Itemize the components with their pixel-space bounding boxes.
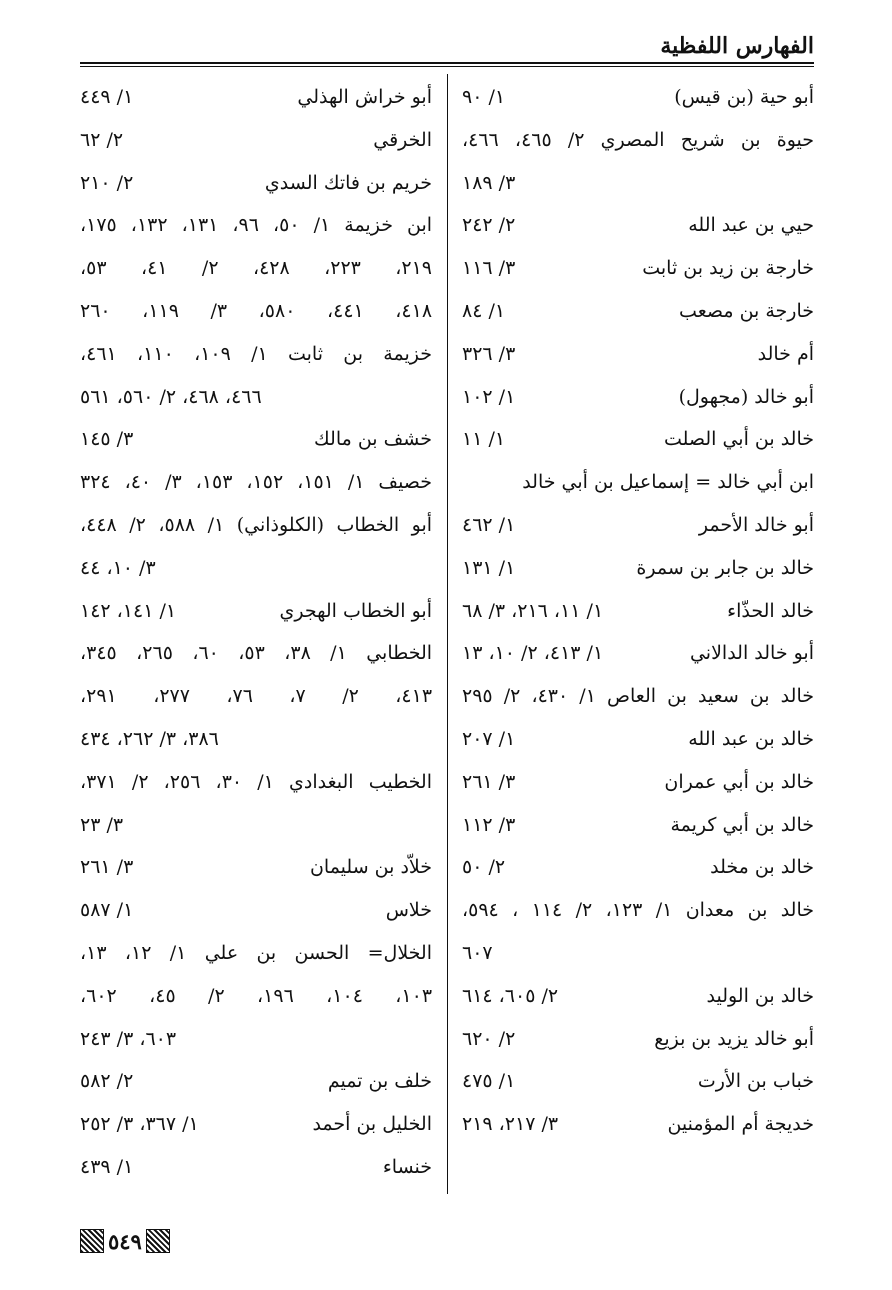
index-entry — [80, 804, 432, 847]
index-entry — [462, 333, 814, 376]
entry-references: ٢/ ٥٨٢ — [80, 1070, 134, 1093]
entry-name: خالد بن أبي الصلت — [663, 428, 814, 451]
ornament-icon — [80, 1229, 104, 1253]
entry-references: ٢/ ٦٠٥، ٦١٤ — [462, 984, 559, 1007]
index-entry — [80, 1060, 432, 1103]
index-entry — [462, 761, 814, 804]
entry-name: خالد بن جابر بن سمرة — [636, 556, 814, 579]
index-entry — [80, 76, 432, 119]
index-entry — [462, 504, 814, 547]
header-rule — [80, 62, 814, 64]
entry-name: حيي بن عبد الله — [688, 214, 814, 237]
entry-references: ٢/ ٥٠ — [462, 856, 506, 879]
entry-name: خباب بن الأرت — [697, 1070, 814, 1093]
entry-name: أبو خراش الهذلي — [297, 86, 432, 108]
entry-text: أبو الخطاب (الكلوذاني) ١/ ٥٨٨، ٢/ ٤٤٨، — [80, 513, 432, 536]
entry-references: ١/ ٤٣٩ — [80, 1155, 134, 1178]
entry-references: ٢/ ٢٤٢ — [462, 214, 516, 237]
entry-text: خصيف ١/ ١٥١، ١٥٢، ١٥٣، ٣/ ٤٠، ٣٢٤ — [80, 471, 432, 494]
index-entry — [462, 418, 814, 461]
index-entry — [80, 675, 432, 718]
entry-name: خالد بن الوليد — [706, 984, 814, 1007]
entry-references: ١/ ١٣١ — [462, 556, 516, 579]
column-divider — [447, 74, 448, 1194]
index-entry — [80, 590, 432, 633]
entry-text: ١٠٣، ١٠٤، ١٩٦، ٢/ ٤٥، ٦٠٢، — [80, 984, 432, 1007]
page-number-text: ٥٤٩ — [108, 1228, 142, 1254]
index-entry — [462, 1103, 814, 1146]
index-entry — [80, 761, 432, 804]
entry-references: ٢/ ٢١٠ — [80, 171, 134, 194]
index-entry — [462, 632, 814, 675]
index-entry — [80, 376, 432, 419]
entry-references: ١/ ٨٤ — [462, 299, 506, 322]
entry-text: ابن خزيمة ١/ ٥٠، ٩٦، ١٣١، ١٣٢، ١٧٥، — [80, 214, 432, 237]
index-entry — [462, 1018, 814, 1061]
entry-continuation: ٣/ ١٠، ٤٤ — [80, 556, 156, 579]
index-entry — [462, 804, 814, 847]
entry-name: خلاس — [385, 899, 432, 922]
index-entry — [80, 461, 432, 504]
entry-name: خنساء — [382, 1155, 432, 1178]
index-entry — [462, 119, 814, 162]
entry-text: ٢١٩، ٢٢٣، ٤٢٨، ٢/ ٤١، ٥٣، — [80, 257, 432, 280]
entry-text: خالد بن سعيد بن العاص ١/ ٤٣٠، ٢/ ٢٩٥ — [462, 685, 814, 708]
entry-text: خزيمة بن ثابت ١/ ١٠٩، ١١٠، ٤٦١، — [80, 342, 432, 365]
entry-text: الخطابي ١/ ٣٨، ٥٣، ٦٠، ٢٦٥، ٣٤٥، — [80, 642, 432, 665]
index-entry — [462, 376, 814, 419]
entry-name: خشف بن مالك — [314, 428, 432, 451]
entry-references: ١/ ١١، ٢١٦، ٣/ ٦٨ — [462, 599, 604, 622]
entry-references: ١/ ٢٠٧ — [462, 727, 516, 750]
index-entry — [80, 1018, 432, 1061]
entry-continuation: ٣/ ١٨٩ — [462, 171, 516, 194]
index-entry — [80, 1103, 432, 1146]
index-entry — [462, 846, 814, 889]
entry-name: أبو خالد (مجهول) — [678, 385, 814, 408]
entry-references: ١/ ٤٤٩ — [80, 86, 134, 108]
entry-references: ٣/ ٢٦١ — [462, 770, 516, 793]
entry-text: ٤١٣، ٢/ ٧، ٧٦، ٢٧٧، ٢٩١، — [80, 685, 432, 708]
index-entry — [80, 162, 432, 205]
entry-name: خارجة بن زيد بن ثابت — [642, 257, 814, 280]
index-entry — [80, 247, 432, 290]
index-entry — [80, 504, 432, 547]
index-entry — [80, 333, 432, 376]
entry-name: الخرقي — [373, 128, 432, 151]
index-entry — [462, 932, 814, 975]
entry-continuation: ٦٠٣، ٣/ ٢٤٣ — [80, 1027, 177, 1050]
entry-name: خارجة بن مصعب — [679, 299, 814, 322]
page-title: الفهارس اللفظية — [660, 33, 814, 59]
entry-references: ١/ ٩٠ — [462, 86, 506, 108]
index-entry — [80, 932, 432, 975]
index-entry — [80, 418, 432, 461]
index-entry — [462, 461, 814, 504]
entry-name: خالد الحذّاء — [727, 599, 814, 622]
index-entry — [80, 119, 432, 162]
entry-references: ١/ ١٤١، ١٤٢ — [80, 599, 177, 622]
entry-references: ١/ ٣٦٧، ٣/ ٢٥٢ — [80, 1113, 199, 1136]
page-number — [80, 1226, 170, 1256]
index-entry — [80, 547, 432, 590]
entry-name: خريم بن فاتك السدي — [264, 171, 432, 194]
entry-cross-reference: ابن أبي خالد = إسماعيل بن أبي خالد — [522, 471, 814, 494]
entry-name: أبو حية (بن قيس) — [674, 86, 814, 108]
entry-references: ٢/ ٦٢٠ — [462, 1027, 516, 1050]
index-entry — [462, 718, 814, 761]
entry-text: ٤١٨، ٤٤١، ٥٨٠، ٣/ ١١٩، ٢٦٠ — [80, 299, 432, 322]
entry-references: ١/ ٤١٣، ٢/ ١٠، ١٣ — [462, 642, 604, 665]
index-entry — [462, 76, 814, 119]
entry-references: ٣/ ٢١٧، ٢١٩ — [462, 1113, 559, 1136]
entry-name: خالد بن أبي عمران — [664, 770, 814, 793]
entry-references: ١/ ١١ — [462, 428, 506, 451]
entry-continuation: ٦٠٧ — [462, 941, 493, 964]
entry-continuation: ٤٦٦، ٤٦٨، ٢/ ٥٦٠، ٥٦١ — [80, 385, 262, 408]
entry-name: أبو خالد الدالاني — [689, 642, 814, 665]
entry-name: خالد بن أبي كريمة — [670, 813, 814, 836]
entry-name: خلف بن تميم — [327, 1070, 432, 1093]
entry-references: ٣/ ١١٢ — [462, 813, 516, 836]
index-entry — [80, 846, 432, 889]
index-column-right — [462, 76, 814, 1146]
entry-text: حيوة بن شريح المصري ٢/ ٤٦٥، ٤٦٦، — [462, 128, 814, 151]
index-entry — [462, 547, 814, 590]
entry-references: ٢/ ٦٢ — [80, 128, 124, 151]
ornament-icon — [146, 1229, 170, 1253]
entry-name: خديجة أم المؤمنين — [667, 1113, 814, 1136]
entry-name: خالد بن عبد الله — [688, 727, 814, 750]
entry-references: ٣/ ١١٦ — [462, 257, 516, 280]
index-entry — [462, 290, 814, 333]
entry-name: أبو الخطاب الهجري — [279, 599, 432, 622]
entry-continuation: ٣٨٦، ٣/ ٢٦٢، ٤٣٤ — [80, 727, 219, 750]
header-rule-thin — [80, 66, 814, 67]
entry-name: أم خالد — [757, 342, 814, 365]
entry-name: أبو خالد الأحمر — [698, 513, 814, 536]
index-entry — [462, 1060, 814, 1103]
index-entry — [80, 1146, 432, 1189]
entry-continuation: ٣/ ٢٣ — [80, 813, 124, 836]
index-entry — [80, 889, 432, 932]
index-entry — [462, 204, 814, 247]
index-entry — [462, 675, 814, 718]
page-header — [80, 30, 814, 64]
index-entry — [80, 718, 432, 761]
entry-name: أبو خالد يزيد بن بزيع — [654, 1027, 814, 1050]
entry-name: خالد بن مخلد — [710, 856, 814, 879]
entry-name: خلاّد بن سليمان — [309, 856, 432, 879]
entry-text: الخلال= الحسن بن علي ١/ ١٢، ١٣، — [80, 941, 432, 964]
entry-references: ١/ ٥٨٧ — [80, 899, 134, 922]
entry-references: ١/ ٤٧٥ — [462, 1070, 516, 1093]
index-column-left — [80, 76, 432, 1189]
index-entry — [462, 889, 814, 932]
index-entry — [80, 204, 432, 247]
index-entry — [462, 975, 814, 1018]
index-entry — [80, 632, 432, 675]
entry-text: الخطيب البغدادي ١/ ٣٠، ٢٥٦، ٢/ ٣٧١، — [80, 770, 432, 793]
entry-references: ٣/ ٢٦١ — [80, 856, 134, 879]
index-entry — [80, 290, 432, 333]
index-entry — [462, 162, 814, 205]
entry-text: خالد بن معدان ١/ ١٢٣، ٢/ ١١٤ ، ٥٩٤، — [462, 899, 814, 922]
entry-references: ١/ ٤٦٢ — [462, 513, 516, 536]
entry-name: الخليل بن أحمد — [312, 1113, 432, 1136]
entry-references: ٣/ ٣٢٦ — [462, 342, 516, 365]
index-entry — [80, 975, 432, 1018]
entry-references: ١/ ١٠٢ — [462, 385, 516, 408]
entry-references: ٣/ ١٤٥ — [80, 428, 134, 451]
index-entry — [462, 590, 814, 633]
index-entry — [462, 247, 814, 290]
